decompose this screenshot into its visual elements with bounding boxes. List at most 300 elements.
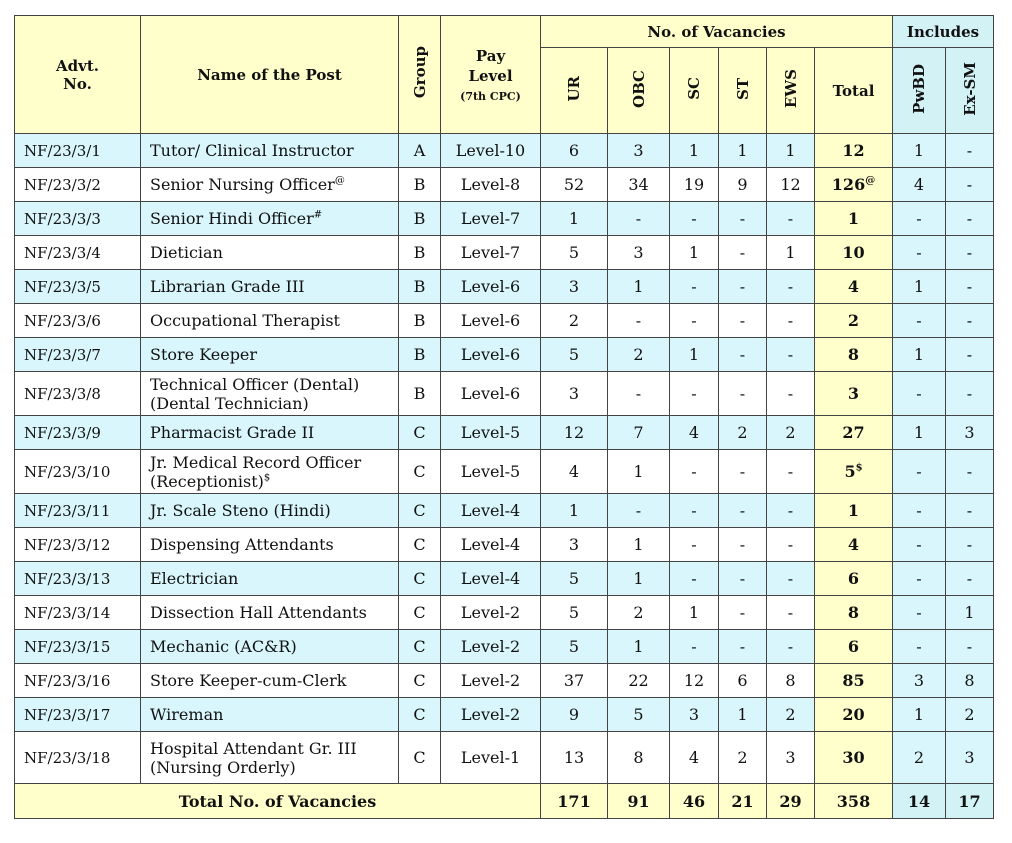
cell-pay-level-text: Level-1: [460, 748, 521, 767]
cell-group: [399, 562, 441, 596]
cell-group-text: C: [413, 671, 426, 690]
cell-total-text: 3: [847, 384, 860, 403]
cell-group-text: C: [413, 569, 426, 588]
cell-total-text: 27: [842, 423, 865, 442]
cell-ur: [541, 236, 608, 270]
cell-ews: [767, 528, 815, 562]
cell-sc-text: -: [691, 535, 697, 554]
cell-ews-text: -: [787, 277, 794, 296]
cell-ews-text: -: [787, 535, 794, 554]
cell-ews-text: 1: [785, 141, 796, 160]
cell-exsm: [946, 698, 994, 732]
cell-exsm-text: -: [966, 243, 973, 262]
cell-sc-text: 1: [688, 243, 700, 262]
cell-st: [719, 338, 767, 372]
cell-advt-no: [15, 596, 141, 630]
cell-st: [719, 664, 767, 698]
cell-obc: [608, 416, 670, 450]
cell-pwbd: [893, 494, 946, 528]
cell-obc: [608, 698, 670, 732]
header-ur: UR: [541, 48, 608, 134]
cell-obc-text: 2: [633, 345, 644, 364]
cell-st: [719, 450, 767, 494]
cell-pay-level: [441, 732, 541, 784]
cell-total-text: 85: [842, 671, 865, 690]
cell-ur: [541, 168, 608, 202]
cell-obc-text: 8: [633, 748, 644, 767]
cell-exsm-text: -: [966, 311, 973, 330]
cell-pay-level: [441, 494, 541, 528]
cell-pay-level-text: Level-5: [460, 462, 521, 481]
table-row: [15, 528, 994, 562]
cell-obc: [608, 664, 670, 698]
cell-obc-text: 1: [633, 637, 644, 656]
cell-pwbd-text: -: [916, 311, 922, 330]
cell-sc: [670, 168, 719, 202]
cell-pay-level-text: Level-10: [455, 141, 526, 160]
cell-total: [815, 202, 893, 236]
header-no-of-vacancies: No. of Vacancies: [541, 16, 893, 48]
cell-group-text: B: [413, 175, 426, 194]
cell-ur: [541, 562, 608, 596]
cell-sc: [670, 236, 719, 270]
cell-advt-no: [15, 450, 141, 494]
cell-pay-level-text: Level-6: [460, 311, 521, 330]
cell-pwbd: [893, 562, 946, 596]
cell-sc: [670, 202, 719, 236]
cell-obc: [608, 562, 670, 596]
cell-obc: [608, 450, 670, 494]
cell-advt-no-text: NF/23/3/15: [24, 637, 111, 656]
cell-pwbd-text: -: [916, 569, 922, 588]
cell-pay-level-text: Level-2: [460, 637, 521, 656]
cell-post-name-text: Occupational Therapist: [150, 311, 340, 330]
cell-exsm: [946, 168, 994, 202]
table-row: [15, 304, 994, 338]
cell-group-text: C: [413, 462, 426, 481]
cell-pwbd-text: -: [916, 637, 922, 656]
cell-st: [719, 494, 767, 528]
cell-sc: [670, 596, 719, 630]
cell-pay-level: [441, 168, 541, 202]
cell-ews: [767, 732, 815, 784]
cell-ews-text: 2: [785, 423, 796, 442]
cell-total-text: 8: [847, 345, 860, 364]
cell-ews: [767, 416, 815, 450]
cell-total: [815, 236, 893, 270]
cell-group: [399, 134, 441, 168]
cell-sc-text: 4: [688, 423, 700, 442]
footnote-mark: $: [263, 472, 271, 484]
cell-st-text: -: [739, 462, 746, 481]
cell-pwbd: [893, 528, 946, 562]
cell-sc-text: -: [691, 311, 697, 330]
table-row: [15, 338, 994, 372]
cell-post-name-text: Technical Officer (Dental) (Dental Technician): [150, 374, 360, 413]
cell-advt-no: [15, 202, 141, 236]
cell-post-name-text: Wireman: [150, 705, 224, 724]
cell-post-name-text: Librarian Grade III: [150, 277, 305, 296]
cell-pay-level-text: Level-7: [460, 209, 521, 228]
footnote-mark: $: [855, 462, 863, 474]
cell-pwbd: [893, 630, 946, 664]
cell-exsm-text: -: [966, 277, 973, 296]
cell-post-name: [141, 168, 399, 202]
cell-group: [399, 416, 441, 450]
cell-ur: [541, 338, 608, 372]
cell-post-name: [141, 338, 399, 372]
cell-exsm-text: -: [966, 637, 973, 656]
cell-st: [719, 372, 767, 416]
cell-ews: [767, 494, 815, 528]
cell-total-text: 30: [842, 748, 865, 767]
cell-ews: [767, 450, 815, 494]
cell-group-text: B: [413, 209, 426, 228]
cell-ur-text: 1: [568, 501, 580, 520]
cell-ur-text: 5: [568, 603, 580, 622]
cell-pwbd: [893, 202, 946, 236]
cell-group: [399, 338, 441, 372]
cell-total: [815, 270, 893, 304]
cell-post-name-text: Dispensing Attendants: [150, 535, 334, 554]
cell-pay-level-text: Level-4: [460, 501, 521, 520]
cell-exsm-text: -: [966, 501, 973, 520]
cell-obc-text: 3: [633, 243, 644, 262]
cell-group-text: A: [413, 141, 426, 160]
cell-exsm: [946, 732, 994, 784]
cell-ur-text: 2: [568, 311, 580, 330]
cell-pwbd-text: 1: [913, 705, 925, 724]
footer-st: 21: [719, 784, 767, 819]
cell-post-name-text: Pharmacist Grade II: [150, 423, 315, 442]
cell-st: [719, 416, 767, 450]
cell-sc: [670, 698, 719, 732]
footer-pwbd: 14: [893, 784, 946, 819]
cell-ur: [541, 304, 608, 338]
cell-post-name: [141, 494, 399, 528]
cell-obc-text: 1: [633, 569, 644, 588]
cell-total-text: 2: [847, 311, 860, 330]
footnote-mark: @: [334, 175, 345, 187]
cell-exsm: [946, 372, 994, 416]
table-row: [15, 562, 994, 596]
cell-obc: [608, 372, 670, 416]
cell-pwbd-text: 1: [913, 277, 925, 296]
cell-total: [815, 134, 893, 168]
table-row: [15, 416, 994, 450]
cell-group-text: C: [413, 603, 426, 622]
cell-exsm-text: 8: [964, 671, 975, 690]
cell-advt-no-text: NF/23/3/6: [24, 311, 101, 330]
cell-ur: [541, 134, 608, 168]
cell-ews-text: -: [787, 501, 794, 520]
cell-post-name-text: Tutor/ Clinical Instructor: [150, 141, 354, 160]
cell-ews: [767, 304, 815, 338]
cell-advt-no: [15, 416, 141, 450]
cell-ews-text: 3: [785, 748, 796, 767]
cell-post-name-text: Dietician: [150, 243, 223, 262]
footnote-mark: #: [313, 209, 323, 221]
table-header: [15, 16, 994, 134]
cell-pwbd-text: 1: [913, 423, 925, 442]
cell-obc-text: -: [635, 311, 642, 330]
cell-post-name: [141, 630, 399, 664]
cell-advt-no: [15, 698, 141, 732]
cell-st: [719, 630, 767, 664]
cell-pay-level: [441, 698, 541, 732]
cell-pay-level: [441, 630, 541, 664]
cell-obc-text: 7: [633, 423, 644, 442]
cell-post-name: [141, 202, 399, 236]
cell-sc-text: 12: [683, 671, 705, 690]
cell-ews-text: -: [787, 462, 794, 481]
cell-obc: [608, 202, 670, 236]
cell-st: [719, 270, 767, 304]
cell-ur-text: 1: [568, 209, 580, 228]
cell-post-name: [141, 134, 399, 168]
cell-pwbd: [893, 168, 946, 202]
cell-st-text: -: [739, 384, 746, 403]
cell-ews-text: 8: [785, 671, 796, 690]
cell-ur: [541, 450, 608, 494]
cell-pay-level-text: Level-6: [460, 277, 521, 296]
cell-sc-text: -: [691, 462, 697, 481]
cell-pwbd: [893, 450, 946, 494]
cell-st: [719, 202, 767, 236]
cell-group: [399, 494, 441, 528]
cell-obc-text: 3: [633, 141, 644, 160]
cell-advt-no: [15, 304, 141, 338]
header-ews: EWS: [767, 48, 815, 134]
cell-pay-level: [441, 528, 541, 562]
table-row: [15, 270, 994, 304]
cell-sc-text: 1: [688, 141, 700, 160]
cell-st: [719, 732, 767, 784]
cell-sc: [670, 494, 719, 528]
cell-total: [815, 562, 893, 596]
cell-group-text: B: [413, 345, 426, 364]
cell-total-text: 10: [842, 243, 865, 262]
cell-obc-text: 34: [628, 175, 649, 194]
cell-pwbd-text: -: [916, 501, 922, 520]
cell-st-text: 9: [737, 175, 748, 194]
cell-pwbd: [893, 338, 946, 372]
cell-group: [399, 630, 441, 664]
cell-total: [815, 304, 893, 338]
cell-advt-no: [15, 494, 141, 528]
cell-total-text: 4: [847, 535, 860, 554]
cell-exsm-text: -: [966, 209, 973, 228]
cell-sc: [670, 134, 719, 168]
table-row: [15, 202, 994, 236]
cell-exsm-text: -: [966, 462, 973, 481]
cell-ews: [767, 338, 815, 372]
cell-advt-no: [15, 338, 141, 372]
cell-exsm: [946, 202, 994, 236]
cell-ews: [767, 630, 815, 664]
cell-total-text: 8: [847, 603, 860, 622]
cell-st-text: -: [739, 243, 746, 262]
cell-post-name: [141, 596, 399, 630]
cell-total: [815, 596, 893, 630]
cell-ews: [767, 168, 815, 202]
cell-total: [815, 338, 893, 372]
cell-group: [399, 596, 441, 630]
cell-exsm-text: 2: [964, 705, 975, 724]
cell-advt-no: [15, 168, 141, 202]
cell-exsm-text: -: [966, 175, 973, 194]
cell-total: [815, 494, 893, 528]
cell-advt-no-text: NF/23/3/11: [24, 501, 111, 520]
cell-exsm: [946, 304, 994, 338]
cell-sc-text: 1: [688, 345, 700, 364]
table-row: [15, 664, 994, 698]
cell-advt-no-text: NF/23/3/16: [24, 671, 111, 690]
cell-st-text: 1: [737, 141, 748, 160]
cell-sc-text: 4: [688, 748, 700, 767]
cell-group-text: B: [413, 311, 426, 330]
header-includes: Includes: [893, 16, 994, 48]
table-footer: [15, 784, 994, 819]
cell-exsm: [946, 494, 994, 528]
cell-sc-text: -: [691, 569, 697, 588]
header-obc: OBC: [608, 48, 670, 134]
cell-total-text: 6: [847, 569, 860, 588]
cell-sc: [670, 270, 719, 304]
cell-pay-level-text: Level-2: [460, 603, 521, 622]
cell-exsm: [946, 338, 994, 372]
cell-pwbd: [893, 732, 946, 784]
cell-group-text: C: [413, 501, 426, 520]
cell-pwbd-text: 1: [913, 345, 925, 364]
footer-total: 358: [815, 784, 893, 819]
cell-sc-text: -: [691, 277, 697, 296]
cell-exsm: [946, 450, 994, 494]
cell-advt-no: [15, 562, 141, 596]
table-row: [15, 168, 994, 202]
cell-pwbd-text: -: [916, 243, 922, 262]
cell-post-name-text: Store Keeper-cum-Clerk: [150, 671, 347, 690]
cell-advt-no-text: NF/23/3/3: [24, 209, 101, 228]
cell-total-text: 6: [847, 637, 860, 656]
cell-ur: [541, 596, 608, 630]
footer-ews: 29: [767, 784, 815, 819]
cell-st-text: -: [739, 535, 746, 554]
cell-st-text: 2: [737, 423, 748, 442]
cell-total: [815, 528, 893, 562]
table-row: [15, 450, 994, 494]
cell-pwbd: [893, 270, 946, 304]
cell-exsm: [946, 416, 994, 450]
cell-obc: [608, 304, 670, 338]
table-row: [15, 698, 994, 732]
cell-group-text: C: [413, 637, 426, 656]
cell-advt-no-text: NF/23/3/17: [24, 705, 111, 724]
cell-post-name: [141, 416, 399, 450]
cell-obc-text: -: [635, 209, 642, 228]
cell-pay-level: [441, 236, 541, 270]
cell-advt-no: [15, 528, 141, 562]
cell-st-text: 1: [737, 705, 748, 724]
cell-pwbd-text: -: [916, 603, 922, 622]
cell-advt-no-text: NF/23/3/2: [24, 175, 101, 194]
cell-ur: [541, 202, 608, 236]
header-pay-level-sub: (7th CPC): [460, 89, 521, 103]
cell-advt-no-text: NF/23/3/14: [24, 603, 111, 622]
cell-obc: [608, 528, 670, 562]
cell-ur-text: 52: [563, 175, 585, 194]
cell-ur: [541, 664, 608, 698]
cell-exsm-text: -: [966, 384, 973, 403]
cell-ur-text: 5: [568, 345, 580, 364]
cell-ur-text: 5: [568, 637, 580, 656]
cell-total-text: 5: [844, 462, 856, 481]
cell-sc-text: -: [691, 384, 697, 403]
cell-ur: [541, 270, 608, 304]
cell-pay-level: [441, 596, 541, 630]
cell-pay-level: [441, 664, 541, 698]
cell-ur: [541, 732, 608, 784]
cell-obc-text: 1: [633, 462, 644, 481]
cell-total-text: 4: [847, 277, 860, 296]
cell-st-text: -: [739, 311, 746, 330]
cell-post-name-text: Mechanic (AC&R): [150, 637, 297, 656]
cell-st-text: -: [739, 569, 746, 588]
cell-ews: [767, 202, 815, 236]
cell-obc-text: 2: [633, 603, 644, 622]
cell-post-name: [141, 528, 399, 562]
cell-group: [399, 528, 441, 562]
cell-advt-no-text: NF/23/3/9: [24, 423, 101, 442]
header-name-of-post: Name of the Post: [141, 16, 399, 134]
cell-ews-text: -: [787, 384, 794, 403]
cell-pwbd: [893, 416, 946, 450]
cell-ur-text: 3: [568, 384, 580, 403]
cell-st: [719, 528, 767, 562]
cell-pwbd-text: 2: [913, 748, 925, 767]
cell-obc-text: -: [635, 501, 642, 520]
table-row: [15, 494, 994, 528]
cell-ur-text: 6: [568, 141, 580, 160]
cell-sc-text: -: [691, 501, 697, 520]
cell-total-text: 126: [831, 175, 866, 194]
cell-pay-level-text: Level-4: [460, 569, 521, 588]
cell-ews-text: 12: [780, 175, 801, 194]
cell-pwbd-text: -: [916, 209, 922, 228]
cell-pwbd-text: 1: [913, 141, 925, 160]
cell-st: [719, 562, 767, 596]
cell-advt-no-text: NF/23/3/18: [24, 748, 111, 767]
cell-advt-no: [15, 664, 141, 698]
cell-ews-text: -: [787, 311, 794, 330]
table-row: [15, 630, 994, 664]
cell-post-name-text: Electrician: [150, 569, 239, 588]
cell-obc-text: 1: [633, 277, 644, 296]
cell-st: [719, 134, 767, 168]
cell-ews: [767, 596, 815, 630]
cell-post-name-text: Senior Hindi Officer: [150, 209, 314, 228]
cell-obc-text: 5: [633, 705, 644, 724]
cell-sc: [670, 562, 719, 596]
cell-ur-text: 9: [568, 705, 580, 724]
table-row: [15, 134, 994, 168]
cell-sc: [670, 630, 719, 664]
cell-total: [815, 664, 893, 698]
cell-ews: [767, 270, 815, 304]
cell-ur-text: 12: [563, 423, 585, 442]
header-pwbd: PwBD: [893, 48, 946, 134]
cell-obc: [608, 168, 670, 202]
